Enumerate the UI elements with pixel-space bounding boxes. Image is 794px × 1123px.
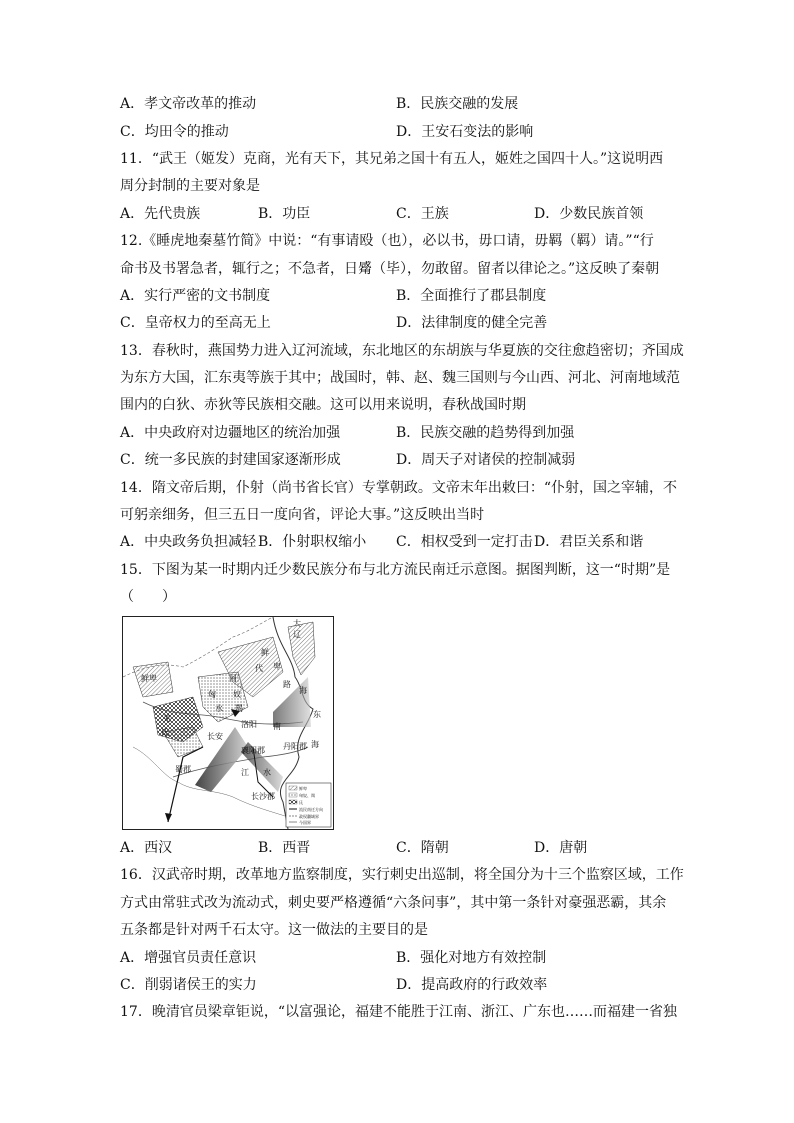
svg-text:匈: 匈 bbox=[208, 690, 216, 699]
q16-stem-line2: 方式由常驻式改为流动式，刺史要严格遵循“六条问事”，其中第一条针对豪强恶霸，其余 bbox=[120, 895, 667, 911]
q10-option-d: D．王安石变法的影响 bbox=[396, 124, 534, 140]
q10-option-c: C．均田令的推动 bbox=[120, 124, 229, 140]
q17-stem-line1: 17．晚清官员梁章钜说，“以富强论，福建不能胜于江南、浙江、广东也……而福建一省独 bbox=[120, 1004, 677, 1020]
q15-option-c: C．隋朝 bbox=[396, 840, 449, 856]
svg-text:蜀郡: 蜀郡 bbox=[175, 765, 191, 774]
q14-option-d: D．君臣关系和谐 bbox=[534, 534, 644, 550]
q15-option-d: D．唐朝 bbox=[534, 840, 588, 856]
q12-stem-line1: 12.《睡虎地秦墓竹简》中说：“有事请殴（也），必以书，毋口请，毋羁（羁）请。”“行 bbox=[120, 233, 654, 249]
svg-text:羌: 羌 bbox=[163, 714, 171, 723]
q15-option-a: A．西汉 bbox=[120, 840, 173, 856]
svg-text:鲜: 鲜 bbox=[261, 648, 269, 657]
q15-option-b: B．西晋 bbox=[258, 840, 311, 856]
q10-option-b: B．民族交融的发展 bbox=[396, 96, 519, 112]
q13-option-b: B．民族交融的趋势得到加强 bbox=[396, 425, 575, 441]
q16-stem-line3: 五条都是针对两千石太守。这一做法的主要目的是 bbox=[120, 922, 428, 938]
q14-option-c: C．相权受到一定打击 bbox=[396, 534, 533, 550]
svg-text:鲜卑: 鲜卑 bbox=[141, 674, 157, 683]
migration-map bbox=[122, 616, 334, 830]
q15-stem-line1: 15．下图为某一时期内迁少数民族分布与北方流民南迁示意图。据图判断，这一“时期”是 bbox=[120, 562, 671, 578]
svg-text:丹阳郡: 丹阳郡 bbox=[283, 742, 307, 751]
svg-text:今国界: 今国界 bbox=[299, 820, 311, 825]
q11-stem-line2: 周分封制的主要对象是 bbox=[120, 178, 260, 194]
svg-text:大: 大 bbox=[293, 619, 301, 628]
migration-map-svg bbox=[123, 617, 333, 829]
q12-stem-line2: 命书及书署急者，辄行之；不急者，日觱（毕），勿敢留。留者以律论之。”这反映了秦朝 bbox=[120, 261, 660, 277]
svg-text:鲜卑: 鲜卑 bbox=[299, 786, 307, 791]
svg-text:流民南迁方向: 流民南迁方向 bbox=[299, 807, 323, 812]
q16-option-b: B．强化对地方有效控制 bbox=[396, 950, 547, 966]
q12-option-a: A．实行严密的文书制度 bbox=[120, 288, 271, 304]
q13-option-a: A．中央政府对边疆地区的统治加强 bbox=[120, 425, 341, 441]
q14-option-b: B．仆射职权缩小 bbox=[258, 534, 367, 550]
svg-text:长沙郡: 长沙郡 bbox=[251, 792, 275, 801]
q12-option-b: B．全面推行了郡县制度 bbox=[396, 288, 547, 304]
svg-text:羯: 羯 bbox=[235, 704, 243, 713]
svg-text:洛阳: 洛阳 bbox=[241, 720, 257, 729]
q16-option-c: C．削弱诸侯王的实力 bbox=[120, 977, 257, 993]
svg-text:政权疆域界: 政权疆域界 bbox=[299, 814, 319, 819]
svg-text:匈奴、羯: 匈奴、羯 bbox=[299, 793, 315, 798]
q14-option-a: A．中央政务负担减轻 bbox=[120, 534, 257, 550]
q11-option-c: C．王族 bbox=[396, 206, 449, 222]
q14-stem-line2: 可躬亲细务，但三五日一度向省，评论大事。”这反映出当时 bbox=[120, 507, 485, 523]
svg-text:水: 水 bbox=[215, 704, 223, 713]
svg-text:水: 水 bbox=[263, 768, 271, 777]
q16-stem-line1: 16．汉武帝时期，改革地方监察制度，实行刺史出巡制，将全国分为十三个监察区域，工作 bbox=[120, 867, 684, 883]
svg-text:辽: 辽 bbox=[293, 630, 301, 639]
svg-text:东: 东 bbox=[313, 710, 321, 719]
svg-text:襄阳郡: 襄阳郡 bbox=[241, 746, 265, 755]
q16-option-d: D．提高政府的行政效率 bbox=[396, 977, 548, 993]
q12-option-d: D．法律制度的健全完善 bbox=[396, 315, 548, 331]
svg-text:长安: 长安 bbox=[207, 732, 223, 741]
q13-stem-line3: 围内的白狄、赤狄等民族相交融。这可以用来说明，春秋战国时期 bbox=[120, 397, 526, 413]
q11-option-d: D．少数民族首领 bbox=[534, 206, 644, 222]
q13-option-c: C．统一多民族的封建国家逐渐形成 bbox=[120, 452, 341, 468]
svg-text:海: 海 bbox=[299, 686, 307, 695]
q15-stem-line2: （ ） bbox=[120, 589, 176, 605]
q13-option-d: D．周天子对诸侯的控制减弱 bbox=[396, 452, 576, 468]
svg-text:海: 海 bbox=[311, 740, 319, 749]
svg-text:奴: 奴 bbox=[233, 690, 241, 699]
svg-text:代: 代 bbox=[255, 664, 263, 673]
svg-text:河: 河 bbox=[229, 674, 237, 683]
q13-stem-line1: 13．春秋时，燕国势力进入辽河流域，东北地区的东胡族与华夏族的交往愈趋密切；齐国成 bbox=[120, 343, 684, 359]
svg-text:氐: 氐 bbox=[299, 800, 303, 805]
q10-option-a: A．孝文帝改革的推动 bbox=[120, 96, 257, 112]
svg-text:卑: 卑 bbox=[273, 662, 281, 671]
q13-stem-line2: 为东方大国，汇东夷等族于其中；战国时，韩、赵、魏三国则与今山西、河北、河南地域范 bbox=[120, 370, 680, 386]
q14-stem-line1: 14．隋文帝后期，仆射（尚书省长官）专掌朝政。文帝末年出敕曰：“仆射，国之宰辅，不 bbox=[120, 480, 677, 496]
svg-text:南: 南 bbox=[273, 722, 281, 731]
q11-option-b: B．功臣 bbox=[258, 206, 311, 222]
q11-stem-line1: 11．“武王（姬发）克商，光有天下，其兄弟之国十有五人，姬姓之国四十人。”这说明西 bbox=[120, 151, 664, 167]
q16-option-a: A．增强官员责任意识 bbox=[120, 950, 257, 966]
q12-option-c: C．皇帝权力的至高无上 bbox=[120, 315, 271, 331]
svg-text:路: 路 bbox=[283, 680, 291, 689]
svg-text:江: 江 bbox=[241, 768, 249, 777]
q11-option-a: A．先代贵族 bbox=[120, 206, 201, 222]
svg-text:氐: 氐 bbox=[161, 728, 169, 737]
